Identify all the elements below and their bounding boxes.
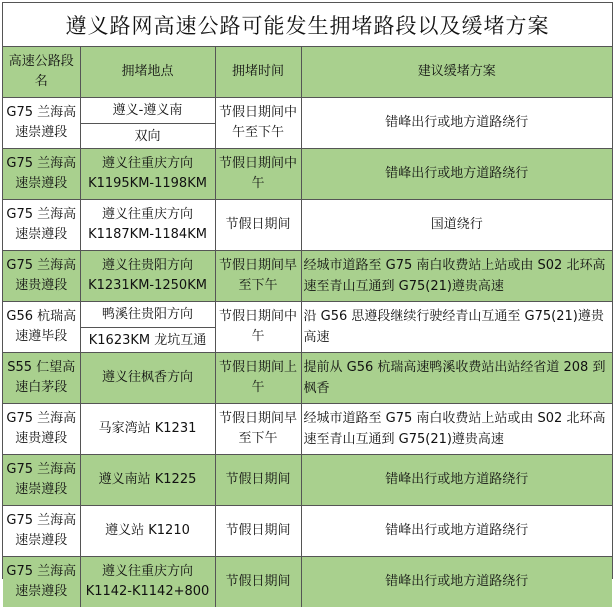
location-cell: 遵义南站 K1225 xyxy=(80,454,215,505)
location-part: 遵义-遵义南 xyxy=(112,102,183,118)
segment-cell: G75 兰海高速崇遵段 xyxy=(3,199,80,250)
segment-cell: G75 兰海高速崇遵段 xyxy=(3,454,80,505)
plan-cell: 国道绕行 xyxy=(301,199,612,250)
time-cell: 节假日期间早至下午 xyxy=(215,403,301,454)
header-location: 拥堵地点 xyxy=(80,47,215,97)
time-cell: 节假日期间中午 xyxy=(215,301,301,352)
segment-cell: G75 兰海高速崇遵段 xyxy=(3,97,80,148)
header-segment: 高速公路段名 xyxy=(3,47,80,97)
congestion-table-frame xyxy=(2,2,613,599)
time-cell: 节假日期间 xyxy=(215,505,301,556)
segment-cell: G75 兰海高速贵遵段 xyxy=(3,403,80,454)
time-cell: 节假日期间中午 xyxy=(215,148,301,199)
table-title: 遵义路网高速公路可能发生拥堵路段以及缓堵方案 xyxy=(3,3,612,47)
plan-cell: 提前从 G56 杭瑞高速鸭溪收费站出站经省道 208 到枫香 xyxy=(301,352,612,403)
header-plan: 建议缓堵方案 xyxy=(301,47,612,97)
time-cell: 节假日期间早至下午 xyxy=(215,250,301,301)
location-cell: 遵义往重庆方向 K1195KM-1198KM xyxy=(80,148,215,199)
location-cell xyxy=(80,301,215,352)
plan-cell: 错峰出行或地方道路绕行 xyxy=(301,97,612,148)
plan-cell: 经城市道路至 G75 南白收费站上站或由 S02 北环高速至青山互通到 G75(21)遵贵高速 xyxy=(301,250,612,301)
table-row xyxy=(3,352,612,403)
plan-cell: 错峰出行或地方道路绕行 xyxy=(301,148,612,199)
segment-cell: G75 兰海高速贵遵段 xyxy=(3,250,80,301)
plan-cell: 错峰出行或地方道路绕行 xyxy=(301,505,612,556)
location-cell: 遵义往贵阳方向 K1231KM-1250KM xyxy=(80,250,215,301)
table-row xyxy=(3,403,612,454)
plan-cell: 沿 G56 思遵段继续行驶经青山互通至 G75(21)遵贵高速 xyxy=(301,301,612,352)
location-cell: 马家湾站 K1231 xyxy=(80,403,215,454)
segment-cell: S55 仁望高速白茅段 xyxy=(3,352,80,403)
location-part: 双向 xyxy=(81,123,215,148)
time-cell: 节假日期间上午 xyxy=(215,352,301,403)
table-row xyxy=(3,505,612,556)
location-cell: 遵义站 K1210 xyxy=(80,505,215,556)
plan-cell: 错峰出行或地方道路绕行 xyxy=(301,454,612,505)
location-cell xyxy=(80,97,215,148)
time-cell: 节假日期间 xyxy=(215,454,301,505)
congestion-table xyxy=(3,47,612,607)
table-row xyxy=(3,199,612,250)
location-cell: 遵义往重庆方向 K1142-K1142+800 xyxy=(80,556,215,607)
time-cell: 节假日期间中午至下午 xyxy=(215,97,301,148)
location-cell: 遵义往重庆方向 K1187KM-1184KM xyxy=(80,199,215,250)
table-row xyxy=(3,250,612,301)
segment-cell: G56 杭瑞高速遵毕段 xyxy=(3,301,80,352)
time-cell: 节假日期间 xyxy=(215,556,301,607)
time-cell: 节假日期间 xyxy=(215,199,301,250)
segment-cell: G75 兰海高速崇遵段 xyxy=(3,556,80,607)
table-row xyxy=(3,97,612,148)
table-row xyxy=(3,556,612,607)
location-part: K1623KM 龙坑互通 xyxy=(81,327,215,352)
segment-cell: G75 兰海高速崇遵段 xyxy=(3,148,80,199)
table-row xyxy=(3,454,612,505)
table-row xyxy=(3,148,612,199)
plan-cell: 经城市道路至 G75 南白收费站上站或由 S02 北环高速至青山互通到 G75(21)遵贵高速 xyxy=(301,403,612,454)
table-row xyxy=(3,301,612,352)
segment-cell: G75 兰海高速崇遵段 xyxy=(3,505,80,556)
header-time: 拥堵时间 xyxy=(215,47,301,97)
location-cell: 遵义往枫香方向 xyxy=(80,352,215,403)
plan-cell: 错峰出行或地方道路绕行 xyxy=(301,556,612,607)
location-part: 鸭溪往贵阳方向 xyxy=(101,306,193,322)
header-row xyxy=(3,47,612,97)
